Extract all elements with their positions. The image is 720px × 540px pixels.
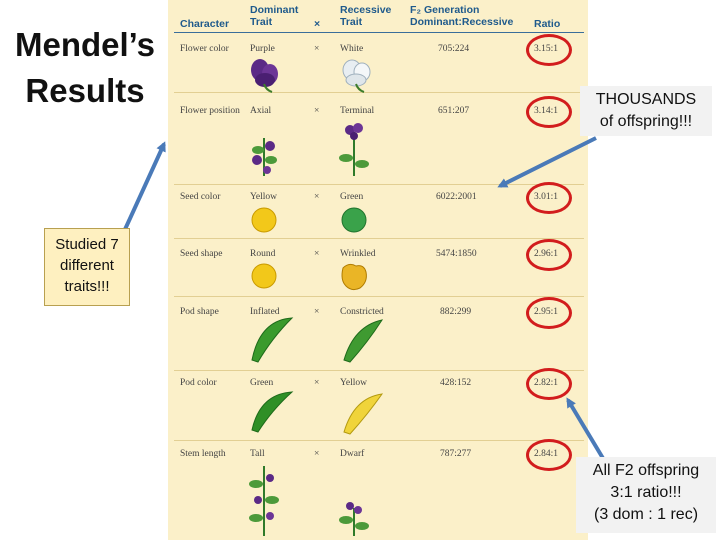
row3-character: Seed color: [180, 192, 221, 202]
callout-thousands: [580, 86, 712, 136]
row2-character: Flower position: [180, 106, 240, 116]
row4-ratio: 2.96:1: [534, 249, 559, 259]
row5-ratio: 2.95:1: [534, 307, 559, 317]
row3-dominant: Yellow: [250, 192, 278, 202]
row6-character: Pod color: [180, 378, 217, 388]
row2-counts: 651:207: [438, 106, 470, 116]
row2-dominant: Axial: [250, 106, 272, 116]
row2-ratio: 3.14:1: [534, 106, 559, 116]
header-dominant-line2: Trait: [250, 16, 273, 28]
row5-cross: ×: [314, 307, 320, 317]
row5-character: Pod shape: [180, 307, 219, 317]
callout-studied-traits: [44, 228, 130, 306]
title-line-2: Results: [25, 72, 145, 109]
row3-cross: ×: [314, 192, 320, 202]
arrow-to-counts: [500, 138, 596, 186]
row3-counts: 6022:2001: [436, 192, 477, 202]
row6-recessive: Yellow: [340, 378, 368, 388]
row4-dominant: Round: [250, 249, 276, 259]
row5-recessive: Constricted: [340, 307, 384, 317]
row1-ratio: 3.15:1: [534, 44, 559, 54]
row4-cross: ×: [314, 249, 320, 259]
callout-thousands-line2: of offspring!!!: [599, 113, 693, 130]
row6-cross: ×: [314, 378, 320, 388]
callout-f2-line3: (3 dom : 1 rec): [593, 506, 699, 523]
header-recessive-line2: Trait: [340, 16, 363, 28]
header-f2-line1: F₂ Generation: [410, 4, 480, 16]
row3-recessive: Green: [340, 192, 364, 202]
row1-counts: 705:224: [438, 44, 470, 54]
title-line-1: Mendel’s: [15, 26, 155, 63]
row2-cross: ×: [314, 106, 320, 116]
row6-dominant: Green: [250, 378, 274, 388]
header-dominant-line1: Dominant: [250, 4, 299, 16]
row7-character: Stem length: [180, 449, 226, 459]
row3-ratio: 3.01:1: [534, 192, 559, 202]
arrow-to-ratio: [568, 400, 604, 460]
header-f2-line2: Dominant:Recessive: [410, 16, 514, 28]
callout-studied-line3: traits!!!: [64, 278, 110, 295]
row6-counts: 428:152: [440, 378, 472, 388]
row4-recessive: Wrinkled: [340, 249, 376, 259]
row6-ratio: 2.82:1: [534, 378, 559, 388]
row1-character: Flower color: [180, 44, 229, 54]
row4-counts: 5474:1850: [436, 249, 477, 259]
header-cross: ×: [314, 18, 321, 30]
row7-dominant: Tall: [250, 449, 265, 459]
row7-counts: 787:277: [440, 449, 472, 459]
row1-cross: ×: [314, 44, 320, 54]
row4-character: Seed shape: [180, 249, 223, 259]
row5-dominant: Inflated: [250, 307, 280, 317]
callout-studied-line1: Studied 7: [55, 236, 119, 253]
callout-f2-line2: 3:1 ratio!!!: [610, 484, 682, 501]
callout-thousands-line1: THOUSANDS: [595, 91, 697, 108]
row5-counts: 882:299: [440, 307, 472, 317]
header-character: Character: [180, 18, 230, 30]
row7-cross: ×: [314, 449, 320, 459]
arrow-to-table: [122, 144, 164, 236]
row7-recessive: Dwarf: [340, 449, 365, 459]
callout-studied-line2: different: [60, 257, 114, 274]
row1-recessive: White: [340, 44, 364, 54]
callout-f2-line1: All F2 offspring: [592, 462, 700, 479]
callout-f2-ratio: [576, 457, 716, 533]
header-ratio: Ratio: [534, 18, 561, 30]
header-recessive-line1: Recessive: [340, 4, 392, 16]
row7-ratio: 2.84:1: [534, 449, 559, 459]
row1-dominant: Purple: [250, 44, 275, 54]
row2-recessive: Terminal: [340, 106, 375, 116]
